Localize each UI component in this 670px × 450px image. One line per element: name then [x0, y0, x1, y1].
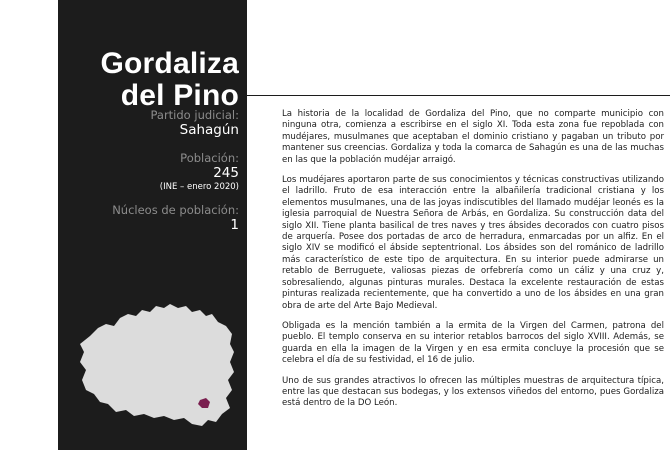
nuclei-label: Núcleos de población: [112, 203, 239, 217]
nuclei-value: 1 [230, 217, 239, 233]
info-panel [64, 108, 239, 234]
population-note: (INE – enero 2020) [159, 182, 239, 192]
judicial-label: Partido judicial: [150, 108, 239, 122]
paragraph: La historia de la localidad de Gordaliza del Pino, que no comparte municipio con ninguna otra, comienza a escribirse en el siglo XI. Toda esta zona fue repoblada con mudéjares, musulmanes que aceptaban el dominio cristiano y pagaban un tributo por mantener sus creencias. Gordaliza y toda la comarca de Sahagún es una de las muchas en las que la población mudéjar arraigó. [282, 109, 664, 165]
paragraph: Uno de sus grandes atractivos lo ofrecen las múltiples muestras de arquitectura típica, entre las que destacan sus bodegas, y los extensos viñedos del entorno, pues Gordaliza está dentro de la DO León. [282, 375, 664, 409]
province-map [76, 300, 238, 428]
header-rule [247, 95, 670, 96]
paragraph: Los mudéjares aportaron parte de sus conocimientos y técnicas constructivas utilizando el ladrillo. Fruto de esa interacción entre la albañilería tradicional cristiana y los elementos musulmanes, una de las joyas indiscutibles del llamado mudéjar leonés es la iglesia parroquial de Nuestra Señora de Arbás, en Gordaliza. Su construcción data del siglo XII. Tiene planta basilical de tres naves y tres ábsides decorados con cuatro pisos de arquería. Posee dos portadas de arco de herradura, enmarcadas por un alfiz. En el siglo XIV se modificó el ábside septentrional. Los ábsides son del románico de ladrillo más característico de este tipo de arquitectura. En su interior puede admirarse un retablo de Berruguete, valiosas piezas de orfebrería como un cáliz y una cruz y, sobresaliendo, algunas pinturas murales. Destaca la excelente restauración de estas pinturas realizada recientemente, que ha convertido a uno de los ábsides en una gran obra de arte del Arte Bajo Medieval. [282, 175, 664, 311]
population-label: Población: [180, 151, 239, 165]
article-body [282, 109, 664, 419]
title-line-2: del Pino [120, 79, 239, 113]
paragraph: Obligada es la mención también a la ermita de la Virgen del Carmen, patrona del pueblo. El templo conserva en su interior retablos barrocos del siglo XVIII. Además, se guarda en ella la imagen de la Virgen y en esa ermita concluye la procesión que se celebra el día de su festividad, el 16 de julio. [282, 320, 664, 366]
judicial-value: Sahagún [179, 122, 239, 138]
title-line-1: Gordaliza [100, 47, 239, 81]
province-shape [80, 304, 234, 426]
page-title [101, 48, 240, 112]
population-value: 245 [213, 165, 239, 181]
